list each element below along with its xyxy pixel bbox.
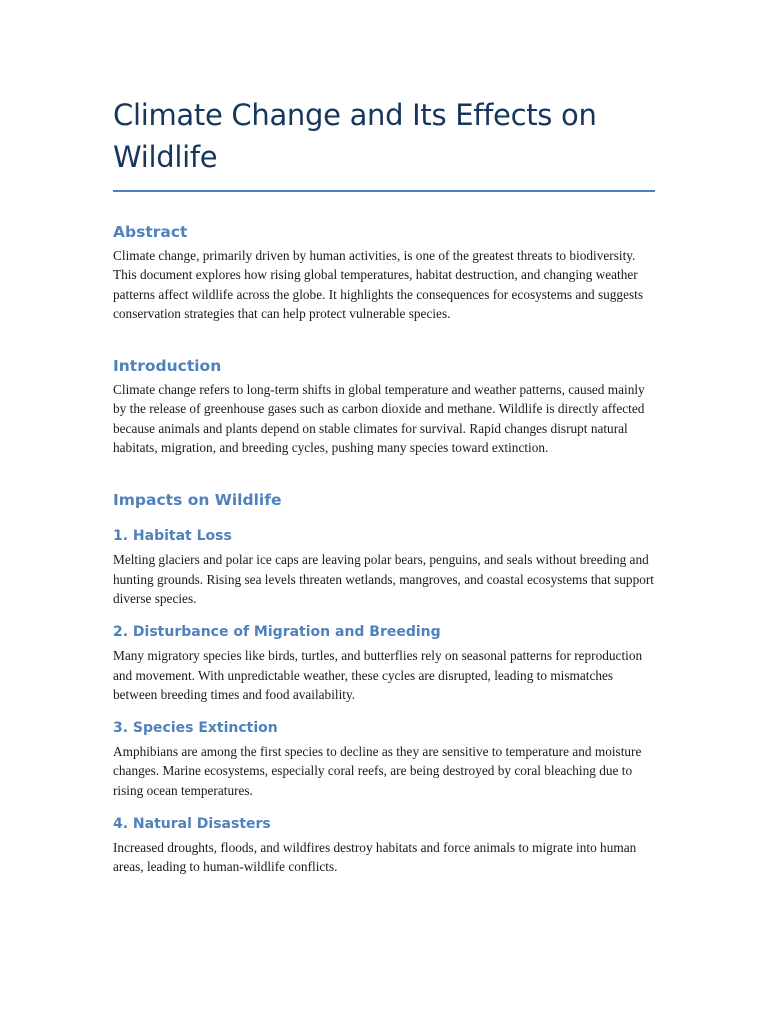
impact-habitat-loss-paragraph: Melting glaciers and polar ice caps are leaving polar bears, penguins, and seals without breeding and hunting grounds. Rising sea levels threaten wetlands, mangroves, and coastal ecosystems that support diverse species. [113,552,654,606]
abstract-paragraph: Climate change, primarily driven by human activities, is one of the greatest threats to biodiversity. This document explores how rising global temperatures, habitat destruction, and changing weather patterns affect wildlife across the globe. It highlights the consequences for ecosystems and suggests conservation strategies that can help protect vulnerable species. [113,248,644,321]
impacts-heading: Impacts on Wildlife [113,491,282,510]
document-page [113,94,655,877]
title-underline [113,190,655,192]
impact-natural-disasters-paragraph: Increased droughts, floods, and wildfires destroy habitats and force animals to migrate into human areas, leading to human-wildlife conflicts. [113,840,637,875]
impact-habitat-loss-heading: 1. Habitat Loss [113,528,232,545]
introduction-paragraph: Climate change refers to long-term shifts in global temperature and weather patterns, caused mainly by the release of greenhouse gases such as carbon dioxide and methane. Wildlife is directly affected because animals and plants depend on stable climates for survival. Rapid changes disrupt natural habitats, migration, and breeding cycles, pushing many species toward extinction. [113,382,645,456]
document-title: Climate Change and Its Effects on Wildlife [113,98,597,174]
abstract-heading: Abstract [113,223,188,241]
impact-natural-disasters-heading: 4. Natural Disasters [113,816,271,833]
impact-migration-breeding-heading: 2. Disturbance of Migration and Breeding [113,624,441,641]
impact-species-extinction-heading: 3. Species Extinction [113,720,278,737]
impact-migration-breeding-paragraph: Many migratory species like birds, turtles, and butterflies rely on seasonal patterns for reproduction and movement. With unpredictable weather, these cycles are disrupted, leading to mismatches between breeding times and food availability. [113,648,643,702]
introduction-heading: Introduction [113,357,222,376]
impact-species-extinction-paragraph: Amphibians are among the first species to decline as they are sensitive to temperature and moisture changes. Marine ecosystems, especially coral reefs, are being destroyed by coral bleaching due to rising ocean temperatures. [113,744,642,798]
